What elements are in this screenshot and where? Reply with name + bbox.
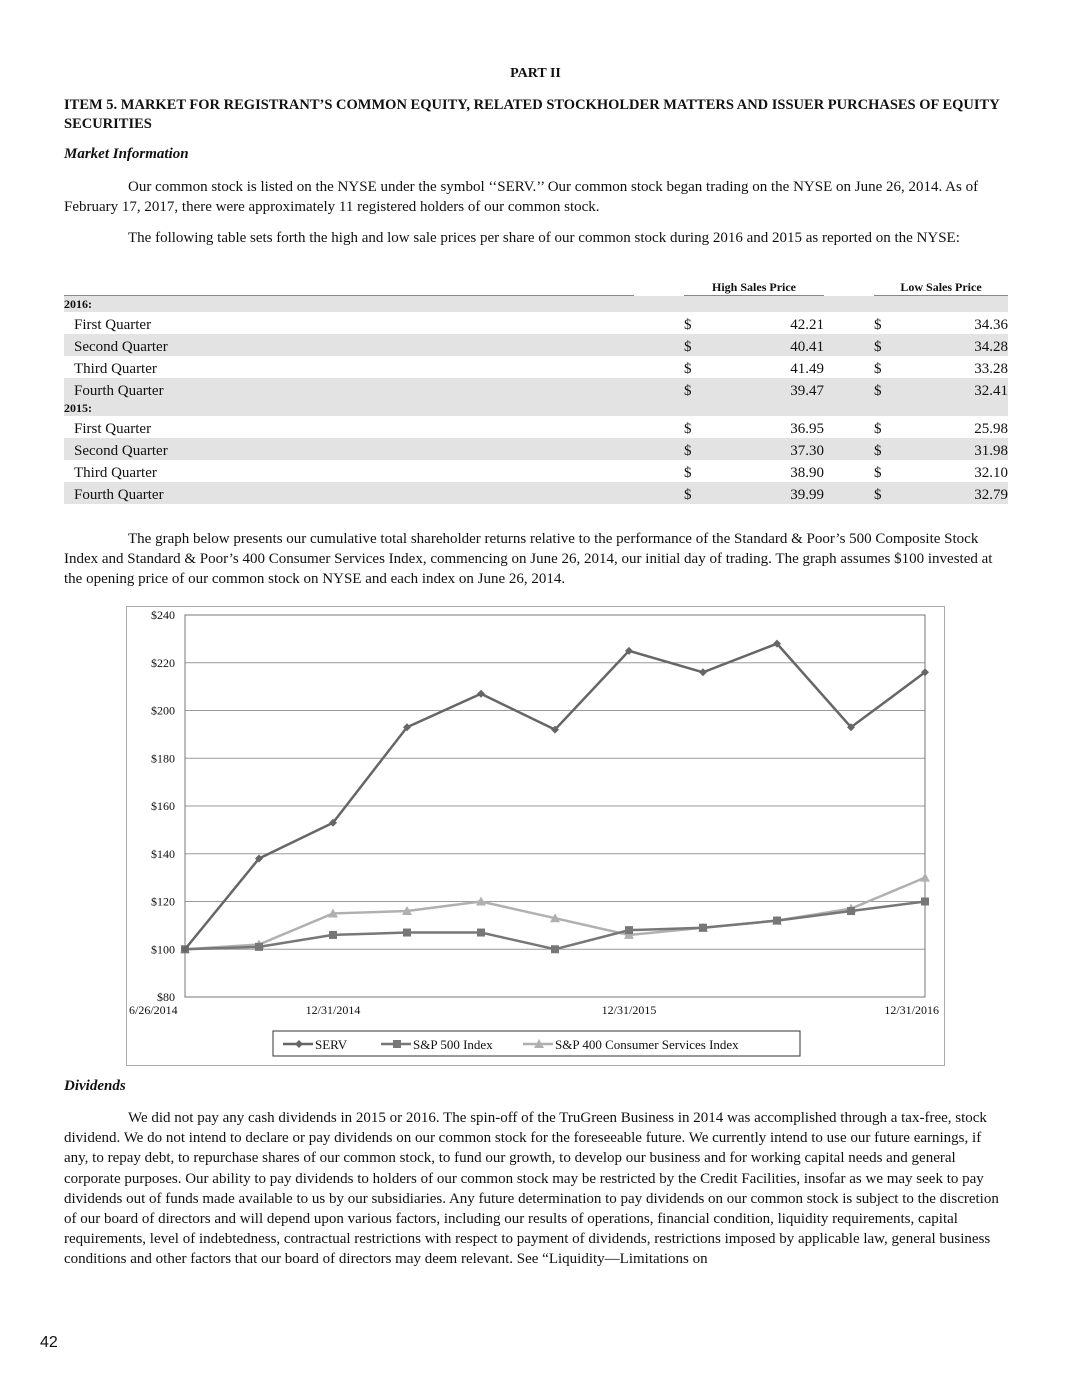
currency-symbol: $ — [874, 482, 914, 504]
table-row — [64, 378, 1008, 400]
currency-symbol: $ — [874, 465, 882, 481]
currency-symbol: $ — [874, 378, 914, 400]
sp500-line — [185, 902, 925, 950]
low-price: 32.10 — [974, 465, 1008, 481]
table-row — [64, 482, 1008, 504]
dividends-heading: Dividends — [64, 1078, 126, 1094]
performance-chart — [127, 607, 944, 1065]
currency-symbol: $ — [874, 317, 882, 333]
sp500-point-marker — [551, 945, 559, 953]
column-header-high: High Sales Price — [684, 280, 824, 296]
quarter-label: Second Quarter — [64, 334, 634, 356]
high-price: 39.47 — [724, 378, 824, 400]
y-tick-label: $100 — [151, 942, 175, 957]
currency-symbol: $ — [874, 361, 882, 377]
currency-symbol: $ — [684, 438, 724, 460]
spacer — [824, 334, 874, 356]
table-row — [64, 312, 1008, 334]
sp500-point-marker — [255, 943, 263, 951]
table-year-row — [64, 296, 1008, 313]
sales-price-table — [64, 280, 1008, 504]
currency-symbol: $ — [874, 438, 914, 460]
low-price: 31.98 — [914, 438, 1008, 460]
y-tick-label: $140 — [151, 846, 175, 861]
page-number: 42 — [40, 1334, 58, 1351]
sp500-point-marker — [625, 926, 633, 934]
y-tick-label: $80 — [157, 990, 175, 1004]
table-row — [64, 356, 1008, 378]
spacer — [634, 416, 684, 438]
year-label: 2015: — [64, 400, 1008, 416]
table-row — [64, 334, 1008, 356]
high-price: 37.30 — [724, 438, 824, 460]
quarter-label: First Quarter — [74, 317, 152, 333]
currency-symbol: $ — [684, 361, 692, 377]
currency-symbol: $ — [684, 378, 724, 400]
market-information-paragraph-1: Our common stock is listed on the NYSE under the symbol ‘‘SERV.’’ Our common stock began trading on the NYSE on June 26, 2014. As of February 17, 2017, there were approximately 11 registered holders of our common stock. — [64, 179, 979, 215]
table-row — [64, 416, 1008, 438]
y-tick-label: $180 — [151, 751, 175, 766]
spacer — [634, 334, 684, 356]
low-price: 34.28 — [914, 334, 1008, 356]
spacer — [824, 460, 874, 482]
currency-symbol: $ — [684, 334, 724, 356]
high-price: 42.21 — [790, 317, 825, 333]
spacer — [634, 460, 684, 482]
sp500-point-marker — [773, 917, 781, 925]
currency-symbol: $ — [874, 334, 914, 356]
quarter-label: Fourth Quarter — [64, 378, 634, 400]
low-price: 34.36 — [974, 317, 1008, 333]
spacer — [824, 416, 874, 438]
legend-sp400-label: S&P 400 Consumer Services Index — [555, 1037, 739, 1052]
spacer — [634, 356, 684, 378]
graph-intro-paragraph: The graph below presents our cumulative total shareholder returns relative to the performance of the Standard & Poor’s 500 Composite Stock Index and Standard & Poor’s 400 Consumer Services Index, commencing on June 26, 2014, our initial day of trading. The graph assumes $100 invested at the opening price of our common stock on NYSE and each index on June 26, 2014. — [64, 531, 993, 587]
table-row — [64, 438, 1008, 460]
currency-symbol: $ — [684, 482, 724, 504]
quarter-label: Third Quarter — [74, 361, 157, 377]
serv-point-marker — [477, 690, 485, 698]
legend-sp500-label: S&P 500 Index — [413, 1037, 493, 1052]
currency-symbol: $ — [874, 421, 882, 437]
spacer — [824, 482, 874, 504]
market-information-paragraph-2: The following table sets forth the high and low sale prices per share of our common stock during 2016 and 2015 as reported on the NYSE: — [128, 230, 960, 246]
column-header-low: Low Sales Price — [874, 280, 1008, 296]
quarter-label: First Quarter — [74, 421, 152, 437]
year-label: 2016: — [64, 296, 1008, 313]
x-tick-label: 12/31/2015 — [601, 1003, 657, 1017]
part-heading: PART II — [510, 66, 561, 81]
spacer — [824, 378, 874, 400]
spacer — [824, 356, 874, 378]
table-year-row — [64, 400, 1008, 416]
spacer — [634, 482, 684, 504]
serv-line — [185, 644, 925, 950]
low-price: 32.79 — [914, 482, 1008, 504]
currency-symbol: $ — [684, 465, 692, 481]
sp500-point-marker — [921, 898, 929, 906]
spacer — [824, 438, 874, 460]
high-price: 39.99 — [724, 482, 824, 504]
spacer — [634, 378, 684, 400]
sp400-point-marker — [920, 873, 930, 882]
sp500-point-marker — [393, 1040, 401, 1048]
high-price: 36.95 — [790, 421, 825, 437]
sp500-point-marker — [477, 929, 485, 937]
high-price: 38.90 — [790, 465, 825, 481]
high-price: 40.41 — [724, 334, 824, 356]
currency-symbol: $ — [684, 317, 692, 333]
high-price: 41.49 — [790, 361, 825, 377]
x-tick-label: 12/31/2016 — [884, 1003, 939, 1017]
low-price: 33.28 — [974, 361, 1008, 377]
spacer — [824, 312, 874, 334]
quarter-label: Second Quarter — [64, 438, 634, 460]
currency-symbol: $ — [684, 421, 692, 437]
sp500-point-marker — [403, 929, 411, 937]
spacer — [634, 438, 684, 460]
low-price: 32.41 — [914, 378, 1008, 400]
quarter-label: Third Quarter — [74, 465, 157, 481]
serv-point-marker — [699, 668, 707, 676]
dividends-paragraph: We did not pay any cash dividends in 2015 or 2016. The spin-off of the TruGreen Business in 2014 was accomplished through a tax-free, stock dividend. We do not intend to declare or pay dividends on our common stock for the foreseeable future. We currently intend to use our future earnings, if any, to repay debt, to repurchase shares of our common stock, to fund our growth, to develop our business and for working capital needs and general corporate purposes. Our ability to pay dividends to holders of our common stock may be restricted by the Credit Facilities, insofar as we may seek to pay dividends out of funds made available to us by our subsidiaries. Any future determination to pay dividends on our common stock is subject to the discretion of our board of directors and will depend upon various factors, including our results of operations, financial condition, liquidity requirements, capital requirements, level of indebtedness, contractual restrictions with respect to payment of dividends, restrictions imposed by applicable law, general business conditions and other factors that our board of directors may deem relevant. See “Liquidity—Limitations on — [64, 1110, 999, 1268]
y-tick-label: $200 — [151, 703, 175, 718]
y-tick-label: $240 — [151, 608, 175, 622]
spacer — [634, 312, 684, 334]
y-tick-label: $160 — [151, 799, 175, 813]
item-title: ITEM 5. MARKET FOR REGISTRANT’S COMMON EQUITY, RELATED STOCKHOLDER MATTERS AND ISSUER PURCHASES OF EQUITY SECURITIES — [64, 97, 1000, 132]
low-price: 25.98 — [974, 421, 1008, 437]
market-information-heading: Market Information — [64, 146, 189, 162]
quarter-label: Fourth Quarter — [64, 482, 634, 504]
legend-serv-label: SERV — [315, 1037, 348, 1052]
x-tick-label: 6/26/2014 — [129, 1003, 178, 1017]
sp500-point-marker — [329, 931, 337, 939]
y-tick-label: $120 — [151, 894, 175, 909]
performance-chart-frame — [126, 606, 945, 1066]
table-row — [64, 460, 1008, 482]
x-tick-label: 12/31/2014 — [305, 1003, 361, 1017]
sp500-point-marker — [847, 907, 855, 915]
y-tick-label: $220 — [151, 655, 175, 670]
sp500-point-marker — [699, 924, 707, 932]
